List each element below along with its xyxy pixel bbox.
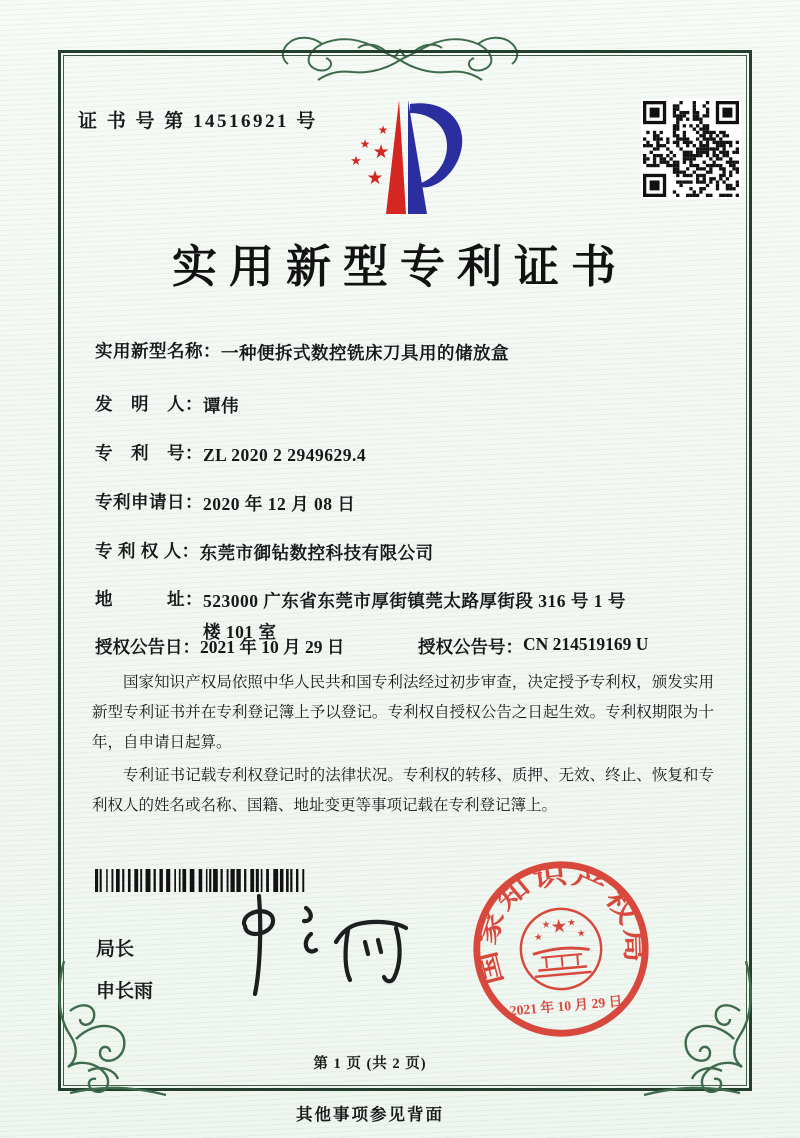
svg-text:★: ★ (372, 141, 390, 163)
legal-paragraph-1: 国家知识产权局依照中华人民共和国专利法经过初步审查，决定授予专利权，颁发实用新型专利证书并在专利登记簿上予以登记。专利权自授权公告之日起生效。专利权期限为十年，自申请日起算。 (92, 674, 714, 752)
svg-text:★: ★ (576, 928, 587, 940)
field-label: 专利申请日： (95, 492, 203, 512)
field-value: 2020 年 12 月 08 日 (203, 494, 356, 514)
see-back-note: 其他事项参见背面 (296, 1105, 444, 1124)
field-value: CN 214519169 U (523, 634, 649, 654)
official-seal (460, 848, 662, 1050)
seal-date: 2021 年 10 月 29 日 (509, 993, 623, 1019)
svg-text:★: ★ (350, 154, 362, 169)
seal-org-text: 国家知识产权局 (474, 863, 647, 988)
svg-text:★: ★ (566, 917, 577, 929)
certificate-number: 证 书 号 第 14516921 号 (78, 111, 318, 132)
svg-text:★: ★ (366, 167, 384, 189)
legal-paragraph-2: 专利证书记载专利权登记时的法律状况。专利权的转移、质押、无效、终止、恢复和专利权人的姓名或名称、国籍、地址变更等事项记载在专利登记簿上。 (92, 766, 714, 814)
commissioner-signature (210, 890, 420, 1010)
qr-code (641, 99, 741, 199)
svg-text:★: ★ (549, 915, 569, 939)
cnipa-logo-icon (328, 90, 478, 228)
field-label: 授权公告日： (95, 637, 200, 657)
svg-text:★: ★ (377, 123, 389, 137)
field-value: 2021 年 10 月 29 日 (200, 637, 345, 657)
field-row-inventor (95, 391, 715, 422)
field-value: 523000 广东省东莞市厚街镇莞太路厚街段 316 号 1 号楼 101 室 (203, 591, 626, 642)
field-row-grant-number (418, 634, 648, 659)
field-row-filing-date (95, 489, 715, 520)
svg-text:★: ★ (359, 137, 371, 151)
field-label: 实用新型名称： (95, 341, 221, 361)
barcode (95, 869, 309, 892)
field-label: 专 利 号： (95, 443, 203, 463)
field-label: 专 利 权 人： (95, 541, 200, 561)
field-label: 授权公告号： (418, 637, 523, 657)
field-row-patentee (95, 538, 715, 569)
national-emblem-icon (518, 906, 605, 993)
field-value: ZL 2020 2 2949629.4 (203, 445, 367, 465)
field-row-utility-model-name (95, 338, 715, 369)
field-row-patent-number (95, 440, 715, 471)
field-label: 发 明 人： (95, 394, 203, 414)
svg-text:★: ★ (541, 919, 551, 932)
field-value: 一种便拆式数控铣床刀具用的储放盒 (221, 343, 509, 363)
commissioner-name: 申长雨 (96, 981, 154, 1002)
field-label: 地 址： (95, 589, 203, 609)
field-row-grant-date (95, 634, 344, 659)
legal-text-block (92, 668, 714, 823)
certificate-title: 实用新型专利证书 (171, 242, 628, 292)
field-value: 东莞市御钻数控科技有限公司 (199, 543, 434, 563)
commissioner-title: 局长 (96, 939, 135, 960)
field-value: 谭伟 (203, 396, 239, 416)
svg-text:★: ★ (533, 931, 544, 944)
page-number: 第 1 页 (共 2 页) (313, 1056, 427, 1072)
